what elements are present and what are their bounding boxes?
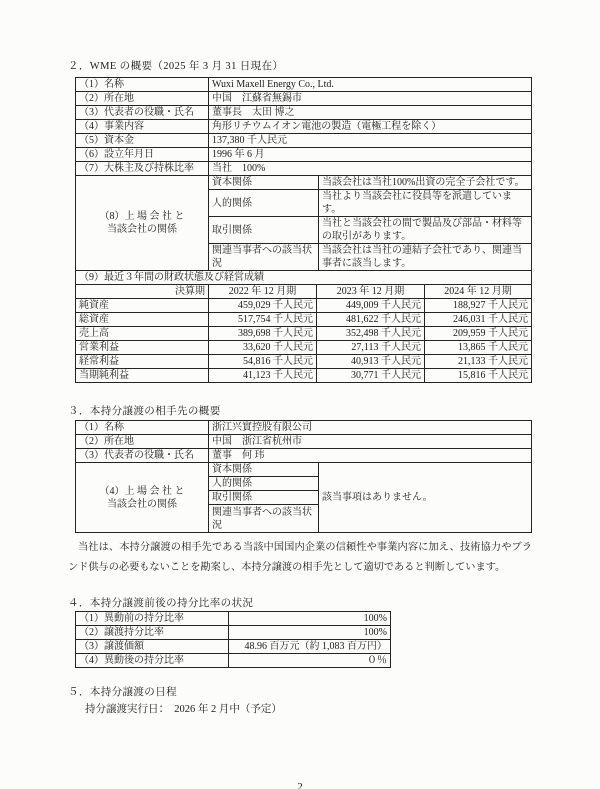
row-value: 当社 100%: [209, 162, 532, 176]
relation-label-line1: （4）上 場 会 社 と: [99, 485, 185, 497]
metric-value: 352,498 千人民元: [317, 327, 425, 341]
row-value: 董事長 太田 博之: [209, 106, 532, 120]
row-value: 1996 年 6 月: [209, 148, 532, 162]
metric-value: 13,865 千人民元: [425, 341, 532, 355]
row-value: Wuxi Maxell Energy Co., Ltd.: [209, 78, 532, 92]
table-row: [76, 654, 391, 668]
relation-value: 当社より当該会社に役員等を派遣しています。: [319, 190, 532, 217]
metric-value: 27,113 千人民元: [317, 341, 425, 355]
row-label: （3）代表者の役職・氏名: [76, 106, 209, 120]
row-value: 中国 江蘇省無錫市: [209, 92, 532, 106]
metric-label: 営業利益: [76, 341, 209, 355]
metric-value: 449,009 千人民元: [317, 299, 425, 313]
row-label: （1）異動前の持分比率: [76, 612, 229, 626]
page-number: 2: [297, 781, 303, 789]
company-overview-block: [75, 77, 532, 383]
equity-ratio-block: [75, 611, 391, 668]
row-label: （6）設立年月日: [76, 148, 209, 162]
section-3-title: ３．本持分譲渡の相手先の概要: [68, 406, 221, 417]
relation-merged-label: [76, 176, 209, 271]
metric-value: 481,622 千人民元: [317, 313, 425, 327]
metric-value: 517,754 千人民元: [209, 313, 317, 327]
financials-table: [75, 284, 532, 383]
metric-value: 54,816 千人民元: [209, 355, 317, 369]
metric-value: 389,698 千人民元: [209, 327, 317, 341]
metric-value: 209,959 千人民元: [425, 327, 532, 341]
row-label: （5）資本金: [76, 134, 209, 148]
relation-key: 関連当事者への該当状況: [209, 244, 319, 271]
row-value: 48.96 百万元（約 1,083 百万円）: [229, 640, 391, 654]
relation-label-line2: 当該会社の関係: [107, 224, 177, 235]
relation-merged-label: [76, 463, 209, 533]
equity-ratio-table: [75, 611, 391, 668]
table-row: [76, 271, 532, 285]
row-value: 100%: [229, 626, 391, 640]
company-overview-table: [75, 77, 532, 285]
relation-key: 取引関係: [209, 491, 319, 505]
row-label: （4）事業内容: [76, 120, 209, 134]
section-2-title: ２．WME の概要（2025 年 3 月 31 日現在）: [68, 61, 284, 72]
table-row: [76, 162, 532, 176]
table-row: [76, 463, 532, 477]
table-row: [76, 327, 532, 341]
metric-value: 15,816 千人民元: [425, 369, 532, 383]
table-row: [76, 78, 532, 92]
relation-label-line2: 当該会社の関係: [107, 498, 177, 510]
relation-value: 当社と当該会社の間で製品及び部品・材料等の取引があります。: [319, 217, 532, 244]
row-label: （2）所在地: [76, 92, 209, 106]
table-row: [76, 106, 532, 120]
table-row: [76, 176, 532, 190]
row-value: 浙江兴實控股有限公司: [209, 421, 532, 435]
table-row: [76, 313, 532, 327]
metric-value: 459,029 千人民元: [209, 299, 317, 313]
metric-label: 売上高: [76, 327, 209, 341]
relation-value: 当該会社は当社の連結子会社であり、関連当事者に該当します。: [319, 244, 532, 271]
metric-label: 当期純利益: [76, 369, 209, 383]
transfer-schedule-line: 持分譲渡実行日： 2026 年 2 月中（予定）: [85, 704, 282, 715]
table-row: [76, 640, 391, 654]
table-row: [76, 369, 532, 383]
row-value: 董事 何 玮: [209, 449, 532, 463]
metric-value: 41,123 千人民元: [209, 369, 317, 383]
table-header-row: [76, 285, 532, 299]
period-2023-header: 2023 年 12 月期: [317, 285, 425, 299]
row-label: （1）名称: [76, 78, 209, 92]
row-label: （3）譲渡価額: [76, 640, 229, 654]
relation-key: 取引関係: [209, 217, 319, 244]
table-row: [76, 120, 532, 134]
metric-value: 188,927 千人民元: [425, 299, 532, 313]
table-row: [76, 92, 532, 106]
relation-key: 資本関係: [209, 463, 319, 477]
table-row: [76, 355, 532, 369]
metric-value: 33,620 千人民元: [209, 341, 317, 355]
row-value: ０％: [229, 654, 391, 668]
fiscal-period-header: 決算期: [76, 285, 209, 299]
relation-value: 当該会社は当社100%出資の完全子会社です。: [319, 176, 532, 190]
metric-value: 30,771 千人民元: [317, 369, 425, 383]
row-label: （7）大株主及び持株比率: [76, 162, 209, 176]
section-4-title: ４．本持分譲渡前後の持分比率の状況: [68, 598, 254, 609]
table-row: [76, 421, 532, 435]
table-row: [76, 612, 391, 626]
table-row: [76, 299, 532, 313]
financials-section-label: （9）最近３年間の財政状態及び経営成績: [76, 271, 532, 285]
relation-key: 人的関係: [209, 190, 319, 217]
metric-value: 246,031 千人民元: [425, 313, 532, 327]
table-row: [76, 148, 532, 162]
table-row: [76, 435, 532, 449]
row-label: （3）代表者の役職・氏名: [76, 449, 209, 463]
relation-merged-value: 該当事項はありません。: [319, 463, 532, 533]
relation-label-line1: （8）上 場 会 社 と: [99, 211, 185, 222]
section-5-title: ５．本持分譲渡の日程: [68, 687, 177, 698]
row-label: （2）所在地: [76, 435, 209, 449]
row-label: （4）異動後の持分比率: [76, 654, 229, 668]
table-row: [76, 134, 532, 148]
transferee-overview-table: [75, 420, 532, 533]
row-value: 中国 浙江省杭州市: [209, 435, 532, 449]
relation-key: 関連当事者への該当状況: [209, 505, 319, 533]
transferee-overview-block: [75, 420, 532, 533]
metric-value: 40,913 千人民元: [317, 355, 425, 369]
table-row: [76, 626, 391, 640]
metric-value: 21,133 千人民元: [425, 355, 532, 369]
relation-key: 資本関係: [209, 176, 319, 190]
metric-label: 総資産: [76, 313, 209, 327]
table-row: [76, 341, 532, 355]
transferee-assessment-note: 当社は、本持分譲渡の相手先である当該中国国内企業の信頼性や事業内容に加え、技術協力やブランド供与の必要もないことを勘案し、本持分譲渡の相手先として適切であると判断しています。: [68, 542, 532, 573]
period-2022-header: 2022 年 12 月期: [209, 285, 317, 299]
table-row: [76, 449, 532, 463]
relation-key: 人的関係: [209, 477, 319, 491]
row-label: （2）譲渡持分比率: [76, 626, 229, 640]
row-label: （1）名称: [76, 421, 209, 435]
row-value: 137,380 千人民元: [209, 134, 532, 148]
period-2024-header: 2024 年 12 月期: [425, 285, 532, 299]
metric-label: 純資産: [76, 299, 209, 313]
row-value: 角形リチウムイオン電池の製造（電極工程を除く）: [209, 120, 532, 134]
row-value: 100%: [229, 612, 391, 626]
metric-label: 経常利益: [76, 355, 209, 369]
